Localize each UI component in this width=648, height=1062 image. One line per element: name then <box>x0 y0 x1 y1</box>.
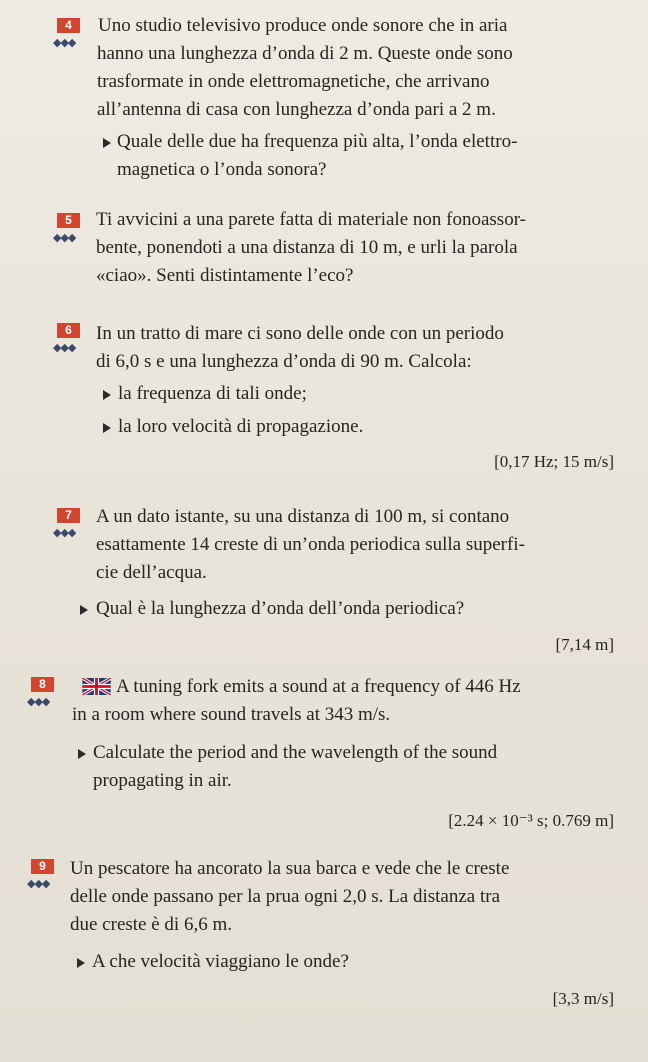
exercise-text-line: Ti avvicini a una parete fatta di materiale non fonoassor- <box>96 209 526 230</box>
difficulty-diamonds-icon: ◆◆◆ <box>27 878 50 890</box>
exercise-text-line: In un tratto di mare ci sono delle onde con un periodo <box>96 323 504 344</box>
exercise-text-line: «ciao». Senti distintamente l’eco? <box>96 265 354 286</box>
question-line: la loro velocità di propagazione. <box>118 416 364 437</box>
exercise-text-line: A un dato istante, su una distanza di 100 m, si contano <box>96 506 510 527</box>
exercise-text-line: in a room where sound travels at 343 m/s. <box>72 704 391 725</box>
question-line: magnetica o l’onda sonora? <box>117 159 327 180</box>
difficulty-diamonds-icon: ◆◆◆ <box>53 37 76 49</box>
question-line: Calculate the period and the wavelength of the sound <box>93 742 498 763</box>
triangle-bullet-icon <box>80 605 88 615</box>
exercise-number-badge: 7 <box>57 508 80 523</box>
answer-text: [3,3 m/s] <box>552 989 614 1008</box>
difficulty-diamonds-icon: ◆◆◆ <box>27 696 50 708</box>
exercise-text-line: all’antenna di casa con lunghezza d’onda pari a 2 m. <box>97 99 496 120</box>
question-line: la frequenza di tali onde; <box>118 383 307 404</box>
exercise-text-line: due creste è di 6,6 m. <box>70 914 232 935</box>
exercise-text-line: hanno una lunghezza d’onda di 2 m. Queste onde sono <box>97 43 513 64</box>
answer-text: [7,14 m] <box>555 635 614 654</box>
exercise-text-line: Uno studio televisivo produce onde sonore che in aria <box>98 15 508 36</box>
triangle-bullet-icon <box>103 138 111 148</box>
answer-text: [0,17 Hz; 15 m/s] <box>494 452 614 471</box>
question-line: A che velocità viaggiano le onde? <box>92 951 349 972</box>
exercise-number-badge: 8 <box>31 677 54 692</box>
uk-flag-icon <box>82 678 111 695</box>
difficulty-diamonds-icon: ◆◆◆ <box>53 527 76 539</box>
exercise-text-line: delle onde passano per la prua ogni 2,0 s. La distanza tra <box>70 886 500 907</box>
exercise-number-badge: 5 <box>57 213 80 228</box>
exercise-text-line: trasformate in onde elettromagnetiche, che arrivano <box>97 71 490 92</box>
difficulty-diamonds-icon: ◆◆◆ <box>53 232 76 244</box>
triangle-bullet-icon <box>77 958 85 968</box>
answer-text: [2.24 × 10⁻³ s; 0.769 m] <box>448 811 614 830</box>
exercise-text-line: esattamente 14 creste di un’onda periodica sulla superfi- <box>96 534 525 555</box>
exercise-number-badge: 6 <box>57 323 80 338</box>
exercise-text-line: bente, ponendoti a una distanza di 10 m, e urli la parola <box>96 237 518 258</box>
exercise-number-badge: 4 <box>57 18 80 33</box>
question-line: Qual è la lunghezza d’onda dell’onda periodica? <box>96 598 465 619</box>
question-line: propagating in air. <box>93 770 232 791</box>
exercise-number-badge: 9 <box>31 859 54 874</box>
triangle-bullet-icon <box>103 423 111 433</box>
question-line: Quale delle due ha frequenza più alta, l’onda elettro- <box>117 131 518 152</box>
exercise-text-line: cie dell’acqua. <box>96 562 207 583</box>
exercise-text-line: A tuning fork emits a sound at a frequency of 446 Hz <box>116 676 521 697</box>
exercise-text-line: di 6,0 s e una lunghezza d’onda di 90 m. Calcola: <box>96 351 472 372</box>
exercise-text-line: Un pescatore ha ancorato la sua barca e vede che le creste <box>70 858 510 879</box>
triangle-bullet-icon <box>103 390 111 400</box>
triangle-bullet-icon <box>78 749 86 759</box>
difficulty-diamonds-icon: ◆◆◆ <box>53 342 76 354</box>
